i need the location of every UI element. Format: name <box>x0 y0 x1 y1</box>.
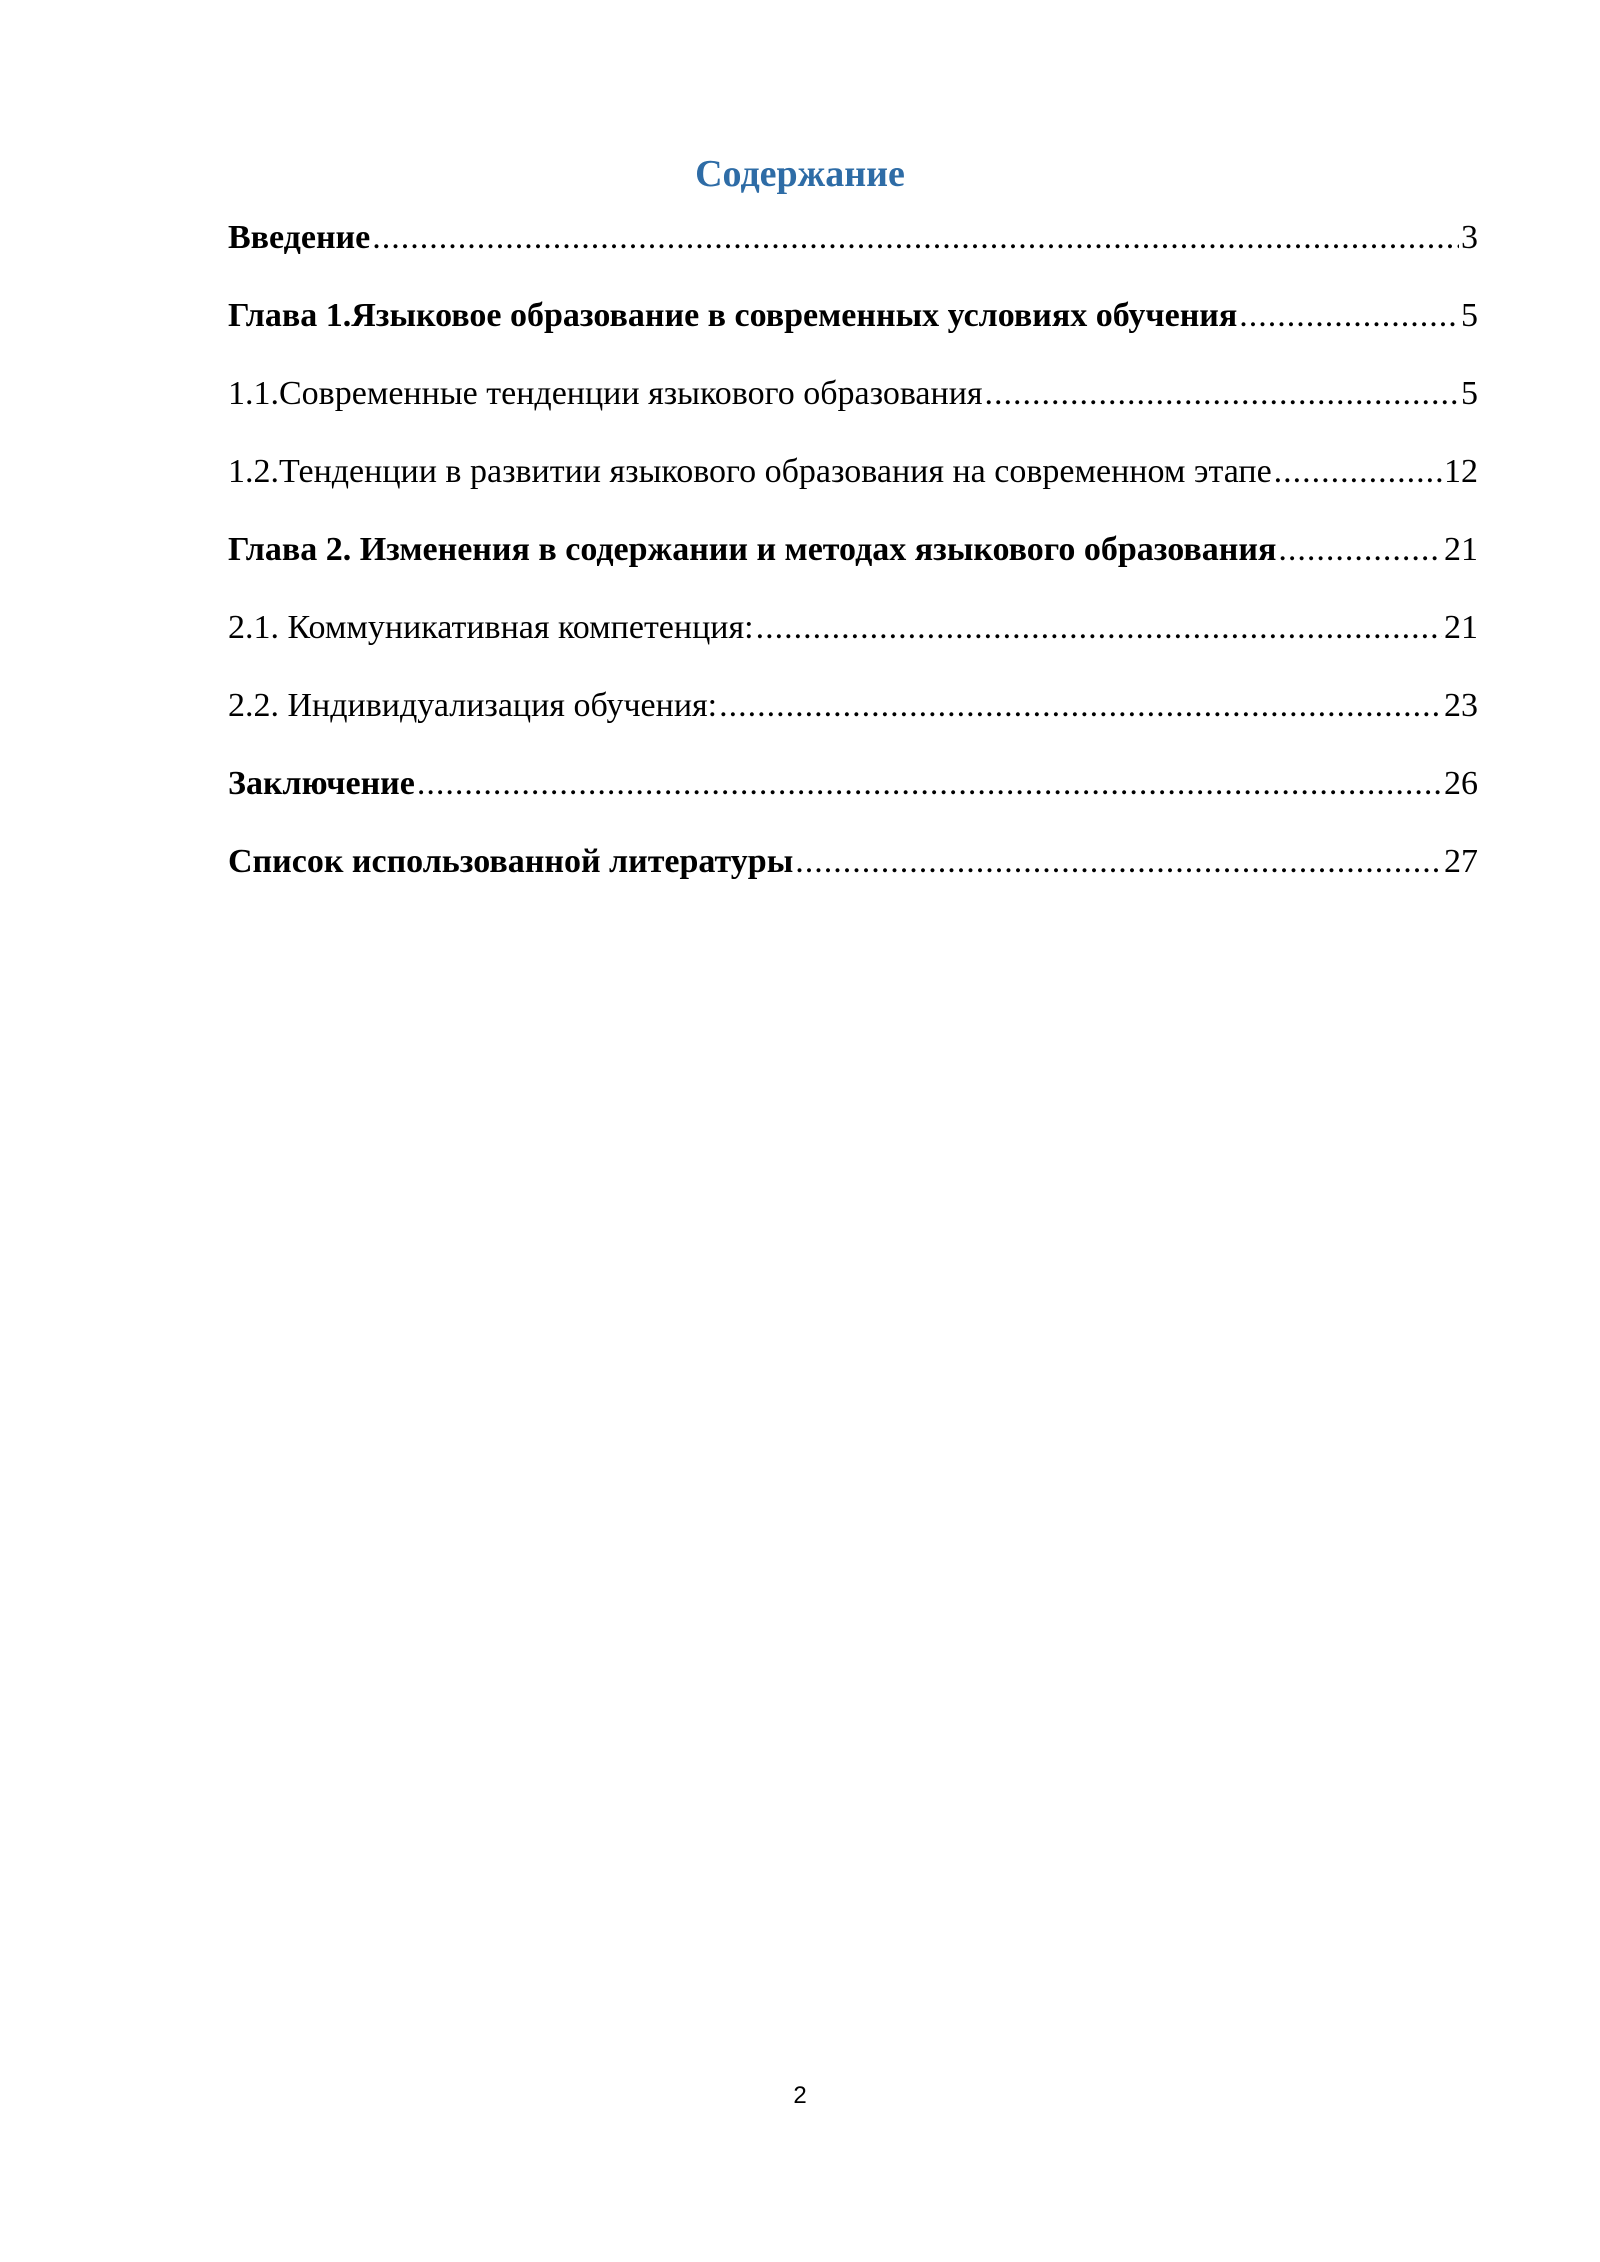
toc-entry-references[interactable] <box>228 836 1478 914</box>
toc-title: Содержание <box>695 153 905 195</box>
toc-entry-section-2-2[interactable] <box>228 680 1478 758</box>
toc-dot-leader <box>719 680 1442 732</box>
toc-dot-leader <box>1274 446 1442 498</box>
toc-entry-label: Глава 2. Изменения в содержании и методах языкового образования <box>228 531 1277 568</box>
toc-entry-page: 5 <box>1461 297 1478 334</box>
toc-entry-introduction[interactable] <box>228 212 1478 290</box>
toc-entry-section-1-2[interactable] <box>228 446 1478 524</box>
table-of-contents <box>228 212 1478 914</box>
toc-entry-chapter-2[interactable] <box>228 524 1478 602</box>
toc-entry-page: 23 <box>1444 687 1478 724</box>
toc-entry-page: 3 <box>1461 219 1478 256</box>
toc-dot-leader <box>795 836 1442 888</box>
toc-entry-label: 2.2. Индивидуализация обучения: <box>228 687 718 724</box>
toc-entry-conclusion[interactable] <box>228 758 1478 836</box>
toc-dot-leader <box>372 212 1459 264</box>
toc-entry-label: Введение <box>228 219 371 256</box>
page-number: 2 <box>793 2082 807 2109</box>
toc-entry-label: 1.2.Тенденции в развитии языкового образования на современном этапе <box>228 453 1272 490</box>
toc-dot-leader <box>1278 524 1442 576</box>
toc-entry-label: 1.1.Современные тенденции языкового образования <box>228 375 983 412</box>
toc-entry-label: Глава 1.Языковое образование в современных условиях обучения <box>228 297 1238 334</box>
toc-entry-label: Заключение <box>228 765 415 802</box>
toc-entry-page: 12 <box>1444 453 1478 490</box>
toc-dot-leader <box>756 602 1442 654</box>
toc-dot-leader <box>417 758 1442 810</box>
toc-entry-section-2-1[interactable] <box>228 602 1478 680</box>
toc-dot-leader <box>1239 290 1459 342</box>
toc-entry-chapter-1[interactable] <box>228 290 1478 368</box>
toc-entry-page: 5 <box>1461 375 1478 412</box>
toc-entry-section-1-1[interactable] <box>228 368 1478 446</box>
toc-entry-page: 26 <box>1444 765 1478 802</box>
toc-entry-label: 2.1. Коммуникативная компетенция: <box>228 609 754 646</box>
toc-dot-leader <box>985 368 1459 420</box>
toc-entry-page: 21 <box>1444 609 1478 646</box>
toc-entry-label: Список использованной литературы <box>228 843 794 880</box>
toc-entry-page: 27 <box>1444 843 1478 880</box>
toc-entry-page: 21 <box>1444 531 1478 568</box>
